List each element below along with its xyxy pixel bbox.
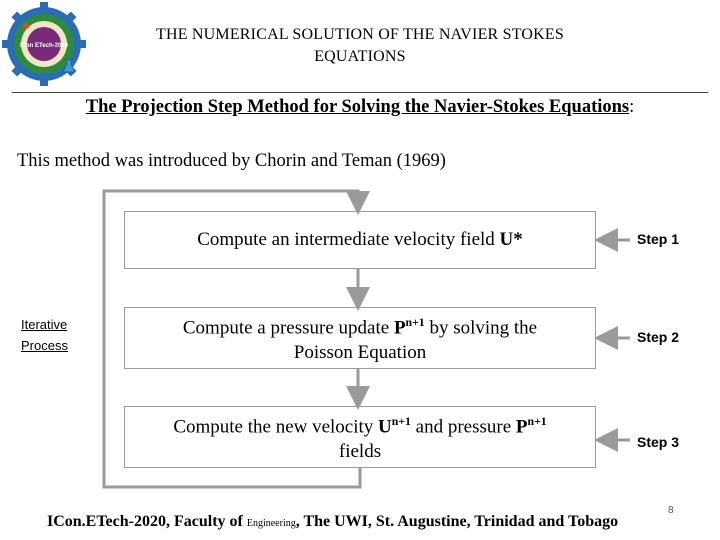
step-2-box bbox=[124, 307, 596, 369]
step-2-text-cont: by solving the bbox=[424, 317, 538, 339]
footer-small-text: Engineering bbox=[246, 518, 296, 529]
title-line-1: THE NUMERICAL SOLUTION OF THE NAVIER STOKES bbox=[155, 26, 564, 43]
footer-text bbox=[47, 513, 618, 531]
step-2-label: Step 2 bbox=[637, 329, 680, 345]
step-1-box bbox=[124, 211, 596, 269]
section-heading-colon: : bbox=[629, 97, 635, 117]
page-number: 8 bbox=[668, 505, 674, 516]
step-3-superscript-u: n+1 bbox=[391, 415, 411, 429]
step-3-variable-u: U bbox=[378, 416, 392, 438]
intro-text: This method was introduced by Chorin and Teman (1969) bbox=[17, 151, 446, 171]
step-3-text-line-2: fields bbox=[338, 440, 382, 462]
step-3-box bbox=[124, 406, 596, 468]
step-3-label: Step 3 bbox=[637, 434, 680, 450]
iterative-process-label bbox=[21, 314, 68, 356]
step-3-text: Compute the new velocity bbox=[173, 416, 379, 438]
logo-text: ICon ETech-2020 bbox=[20, 43, 68, 49]
step-1-text: Compute an intermediate velocity field bbox=[197, 229, 500, 250]
step-2-superscript: n+1 bbox=[405, 316, 425, 330]
section-heading-text: The Projection Step Method for Solving the Navier-Stokes Equations bbox=[85, 97, 630, 117]
step-2-text: Compute a pressure update bbox=[182, 317, 394, 339]
title-line-2: EQUATIONS bbox=[314, 48, 406, 65]
step-3-variable-p: P bbox=[515, 416, 528, 438]
step-3-text-cont: and pressure bbox=[410, 416, 516, 438]
step-3-superscript-p: n+1 bbox=[527, 415, 547, 429]
step-1-variable: U* bbox=[499, 229, 523, 250]
iterative-label-line-1: Iterative bbox=[21, 317, 68, 332]
step-1-label: Step 1 bbox=[637, 231, 680, 247]
footer-part-1: ICon.ETech-2020, Faculty of bbox=[47, 513, 247, 530]
footer-part-2: , The UWI, St. Augustine, Trinidad and Tobago bbox=[295, 513, 619, 530]
step-2-variable: P bbox=[393, 317, 406, 339]
step-2-text-line-2: Poisson Equation bbox=[293, 341, 427, 363]
iterative-label-line-2: Process bbox=[21, 338, 68, 353]
